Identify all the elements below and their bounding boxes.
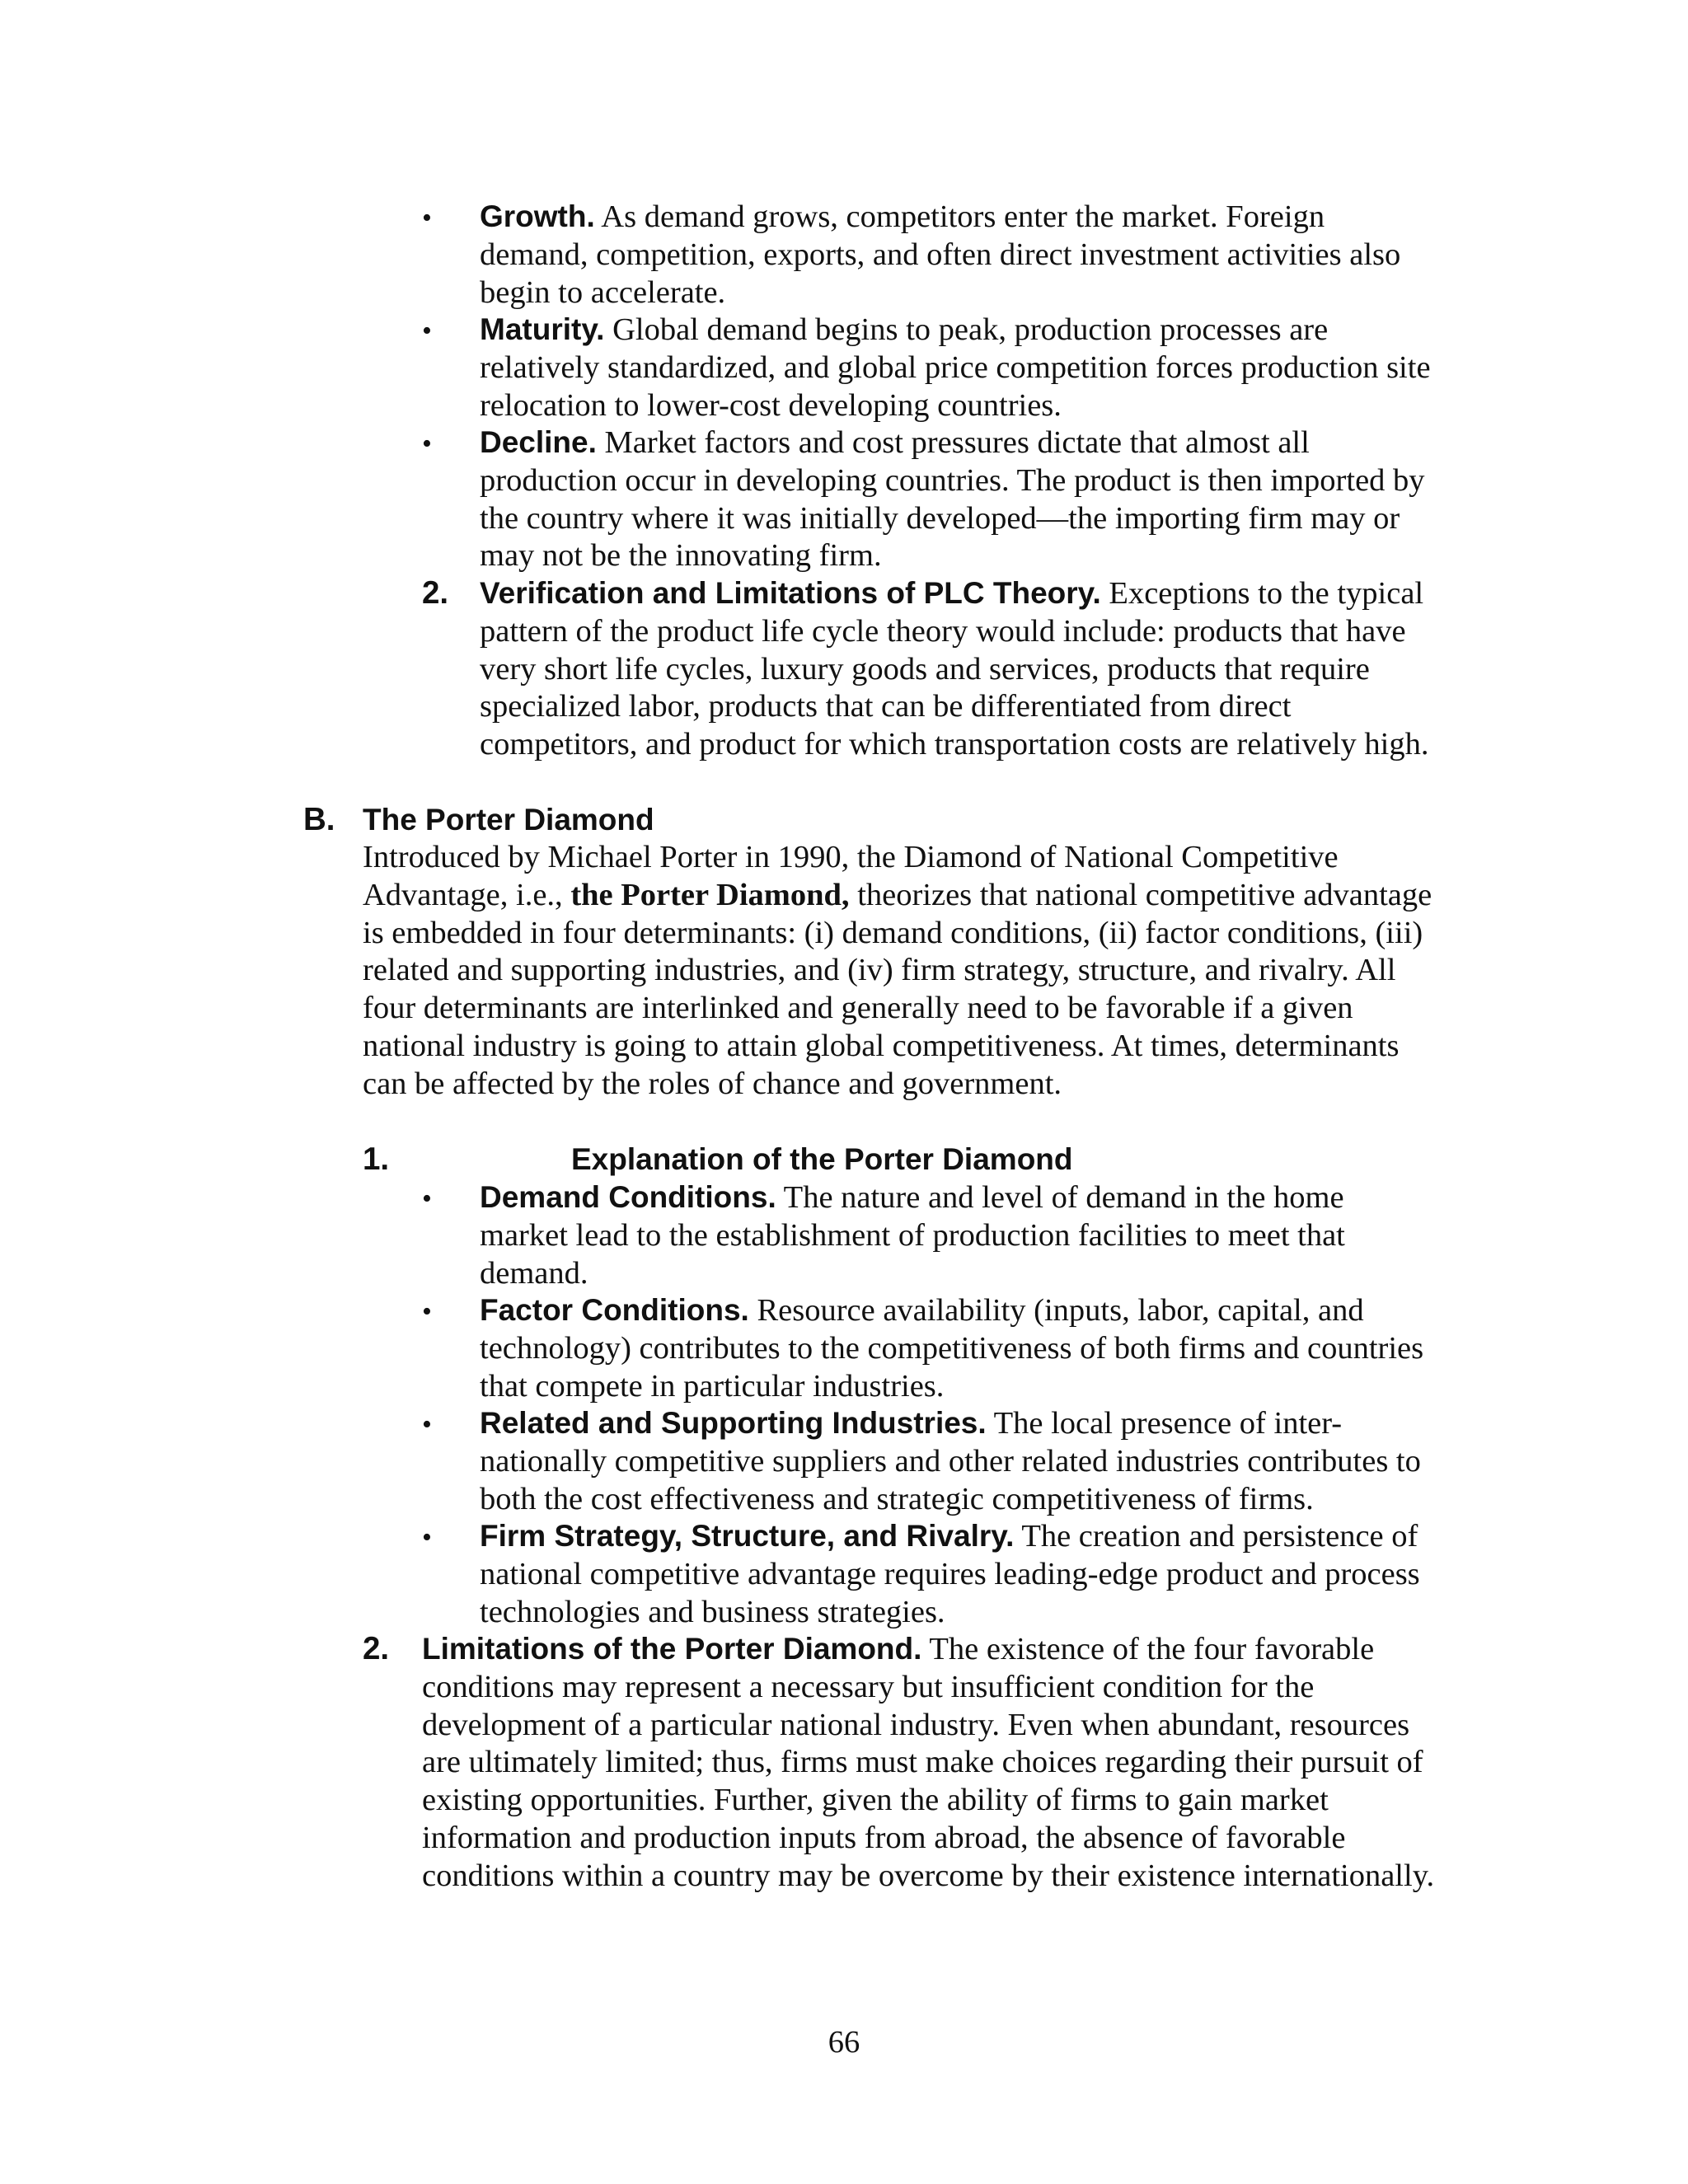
bullet-decline bbox=[480, 424, 1436, 575]
porter-limitations-item bbox=[422, 1630, 1436, 1896]
paragraph-text: theorizes that national competitive advantage is embedded in four determinants: (i) demand conditions, (ii) factor conditions, (iii) related and supporting industries, and (iv) firm strategy, structure, and rivalry. All four determinants are interlinked and generally need to be favorable if a given national industry is going to attain global competitiveness. At times, determinants can be affected by the roles of chance and government. bbox=[363, 877, 1432, 1101]
page-number: 66 bbox=[828, 2025, 860, 2060]
bullet-marker: • bbox=[422, 1296, 432, 1327]
bullet-marker: • bbox=[422, 316, 432, 346]
bullet-marker: • bbox=[422, 203, 432, 233]
bullet-heading: Maturity. bbox=[480, 312, 605, 346]
bullet-text: The creation and persistence of national competitive advantage requires leading-edge product and process technologies and business strategies. bbox=[480, 1519, 1420, 1629]
section-paragraph bbox=[363, 839, 1434, 1104]
bullet-text: Global demand begins to peak, production processes are relatively standardized, and global price competition forces production site relocation to lower-cost developing countries. bbox=[480, 312, 1431, 423]
section-letter: B. bbox=[303, 802, 335, 837]
bullet-text: Market factors and cost pressures dictate that almost all production occur in developing countries. The product is then imported by the country where it was initially developed—the importing firm may or may not be the innovating firm. bbox=[480, 425, 1425, 574]
item-number: 2. bbox=[363, 1631, 390, 1666]
bullet-marker: • bbox=[422, 429, 432, 459]
subsection-heading: Explanation of the Porter Diamond bbox=[571, 1142, 1073, 1176]
bullet-text: The nature and level of demand in the home market lead to the establishment of production facilities to meet that demand. bbox=[480, 1180, 1345, 1291]
paragraph-text: Introduced by Michael Porter in 1990, the Diamond of National Competitive Advantage, i.e., bbox=[363, 840, 1339, 912]
bullet-marker: • bbox=[422, 1409, 432, 1440]
bullet-demand-conditions bbox=[480, 1179, 1436, 1292]
bullet-heading: Firm Strategy, Structure, and Rivalry. bbox=[480, 1519, 1015, 1553]
plc-verification-item bbox=[480, 574, 1436, 764]
bullet-heading: Factor Conditions. bbox=[480, 1293, 749, 1327]
item-number: 2. bbox=[422, 575, 449, 611]
item-text: The existence of the four favorable conditions may represent a necessary but insufficient condition for the development of a particular national industry. Even when abundant, resources are ultimately limited; thus, firms must make choices regarding their pursuit of existing opportunities. Further, given the ability of firms to gain market information and production inputs from abroad, the absence of favorable conditions within a country may be overcome by their existence internationally. bbox=[422, 1632, 1435, 1893]
bullet-heading: Related and Supporting Industries. bbox=[480, 1406, 987, 1440]
section-heading: The Porter Diamond bbox=[363, 803, 654, 837]
bullet-text: As demand grows, competitors enter the market. Foreign demand, competition, exports, and often direct investment activities also begin to accelerate. bbox=[480, 199, 1401, 310]
bullet-text: The local presence of inter-nationally competitive suppliers and other related industries contributes to both the cost effectiveness and strategic competitiveness of firms. bbox=[480, 1406, 1421, 1516]
bullet-maturity bbox=[480, 311, 1436, 424]
item-heading: Limitations of the Porter Diamond. bbox=[422, 1632, 922, 1666]
bullet-marker: • bbox=[422, 1183, 432, 1214]
bullet-heading: Decline. bbox=[480, 425, 597, 459]
bullet-firm-strategy bbox=[480, 1517, 1436, 1631]
bullet-heading: Demand Conditions. bbox=[480, 1180, 776, 1214]
item-heading: Verification and Limitations of PLC Theory. bbox=[480, 576, 1101, 610]
item-text: Exceptions to the typical pattern of the product life cycle theory would include: products that have very short life cycles, luxury goods and services, products that require specialized labor, products that can be differentiated from direct competitors, and product for which transportation costs are relatively high. bbox=[480, 576, 1429, 762]
bullet-related-industries bbox=[480, 1404, 1436, 1518]
bullet-factor-conditions bbox=[480, 1291, 1436, 1405]
item-number: 1. bbox=[363, 1141, 390, 1177]
bullet-text: Resource availability (inputs, labor, capital, and technology) contributes to the competitiveness of both firms and countries that compete in particular industries. bbox=[480, 1293, 1424, 1404]
paragraph-emphasis: the Porter Diamond, bbox=[570, 877, 850, 912]
bullet-heading: Growth. bbox=[480, 199, 595, 233]
bullet-marker: • bbox=[422, 1522, 432, 1553]
bullet-growth bbox=[480, 198, 1436, 312]
